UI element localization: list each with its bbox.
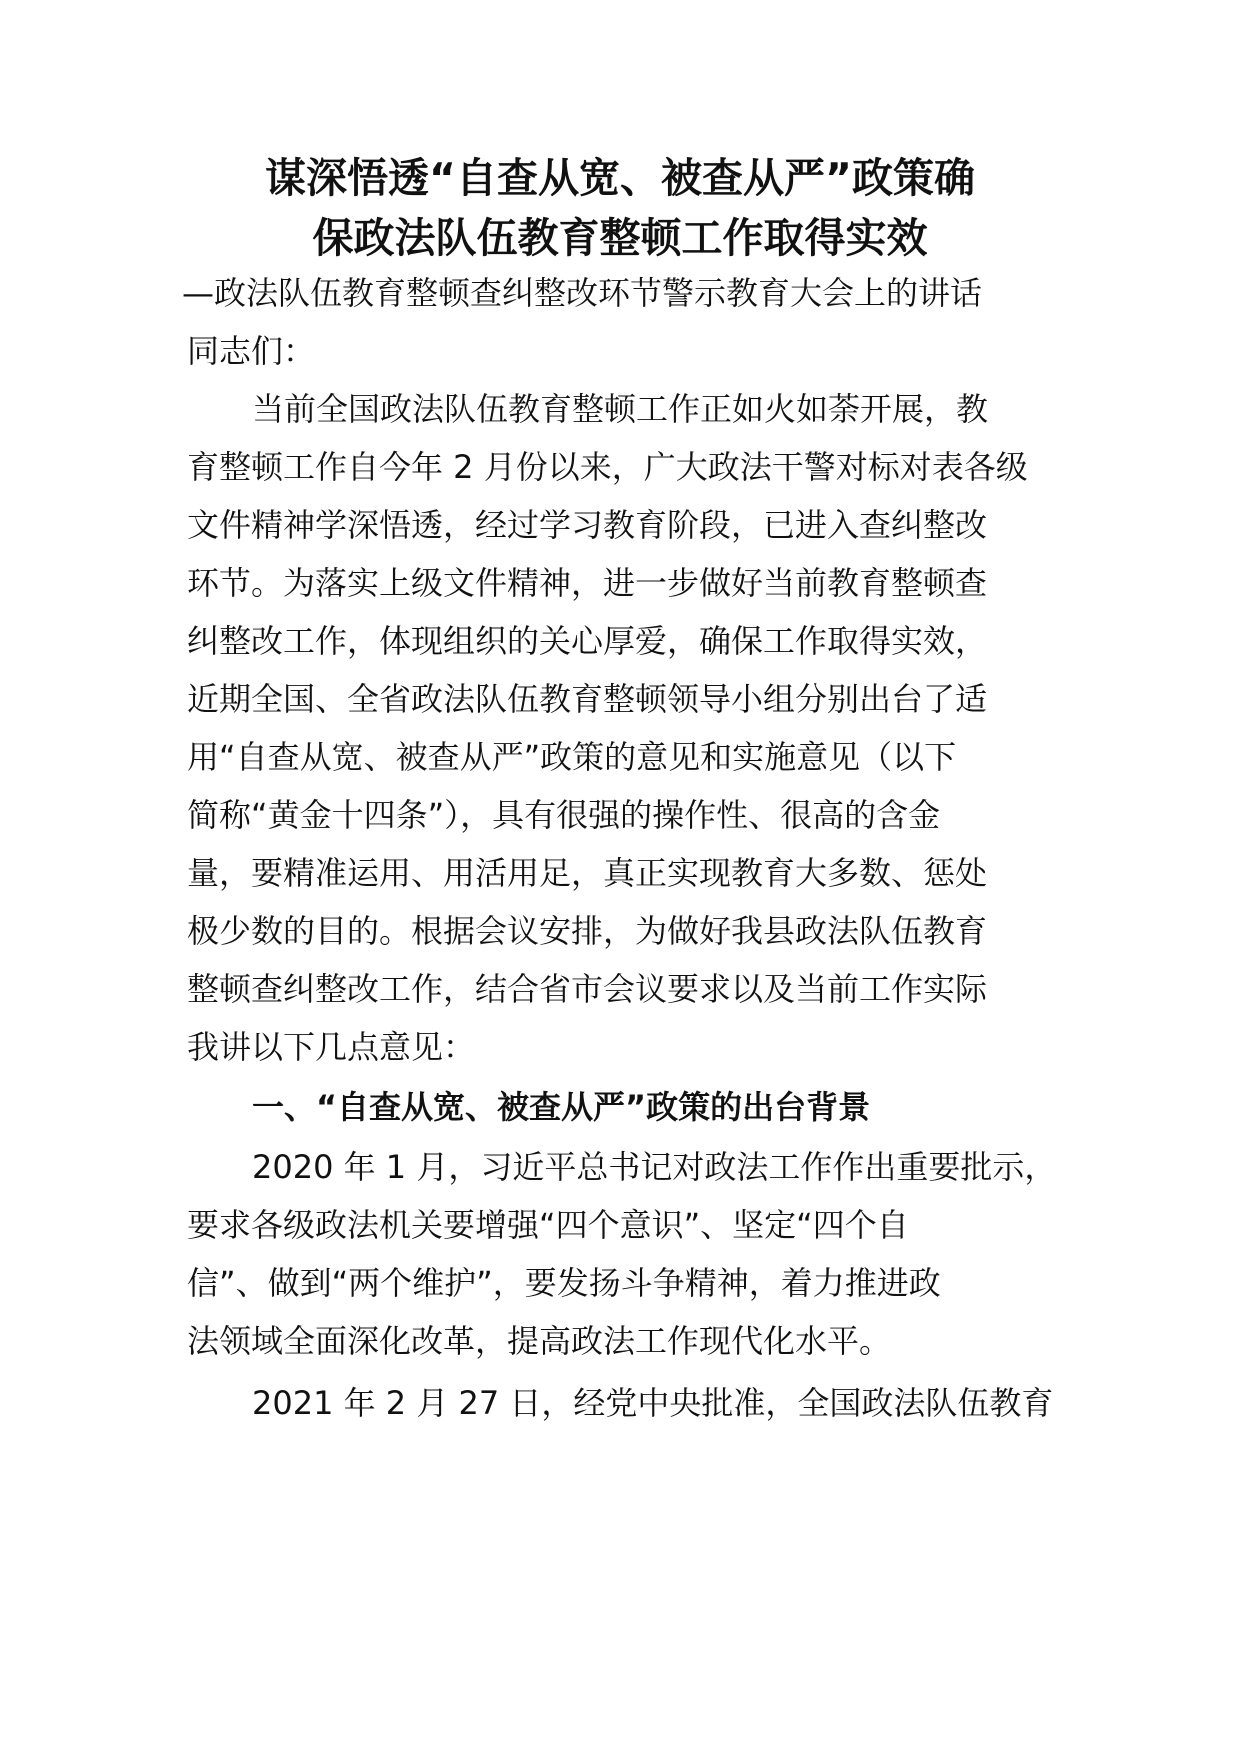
paragraph-1-line: 近期全国、全省政法队伍教育整顿领导小组分别出台了适 [187,680,988,718]
paragraph-1-line: 量，要精准运用、用活用足，真正实现教育大多数、惩处 [187,854,988,892]
paragraph-1-line: 用“自查从宽、被查从严”政策的意见和实施意见（以下 [187,738,957,776]
paragraph-1-line: 简称“黄金十四条”），具有很强的操作性、很高的含金 [187,796,941,834]
paragraph-2-line: 2020 年 1 月，习近平总书记对政法工作作出重要批示， [252,1148,1057,1186]
section-1-heading: 一、“自查从宽、被查从严”政策的出台背景 [252,1088,871,1126]
paragraph-1-line: 当前全国政法队伍教育整顿工作正如火如荼开展，教 [252,390,989,428]
paragraph-1-line: 极少数的目的。根据会议安排，为做好我县政法队伍教育 [187,912,988,950]
salutation: 同志们： [187,332,316,370]
paragraph-2-line: 法领域全面深化改革，提高政法工作现代化水平。 [187,1322,892,1360]
document-title-line-1: 谋深悟透“自查从宽、被查从严”政策确 [265,154,975,202]
paragraph-1-line: 文件精神学深悟透，经过学习教育阶段，已进入查纠整改 [187,506,988,544]
paragraph-1-line: 我讲以下几点意见： [187,1028,476,1066]
paragraph-1-line: 整顿查纠整改工作，结合省市会议要求以及当前工作实际 [187,970,988,1008]
paragraph-1-line: 育整顿工作自今年 2 月份以来，广大政法干警对标对表各级 [187,448,1028,486]
paragraph-1-line: 环节。为落实上级文件精神，进一步做好当前教育整顿查 [187,564,988,602]
document-title-line-2: 保政法队伍教育整顿工作取得实效 [312,214,928,262]
paragraph-1-line: 纠整改工作，体现组织的关心厚爱，确保工作取得实效， [187,622,988,660]
document-subtitle: —政法队伍教育整顿查纠整改环节警示教育大会上的讲话 [182,274,983,312]
paragraph-3-line: 2021 年 2 月 27 日，经党中央批准，全国政法队伍教育 [252,1384,1054,1422]
paragraph-2-line: 信”、做到“两个维护”，要发扬斗争精神，着力推进政 [187,1264,941,1302]
paragraph-2-line: 要求各级政法机关要增强“四个意识”、坚定“四个自 [187,1206,909,1244]
